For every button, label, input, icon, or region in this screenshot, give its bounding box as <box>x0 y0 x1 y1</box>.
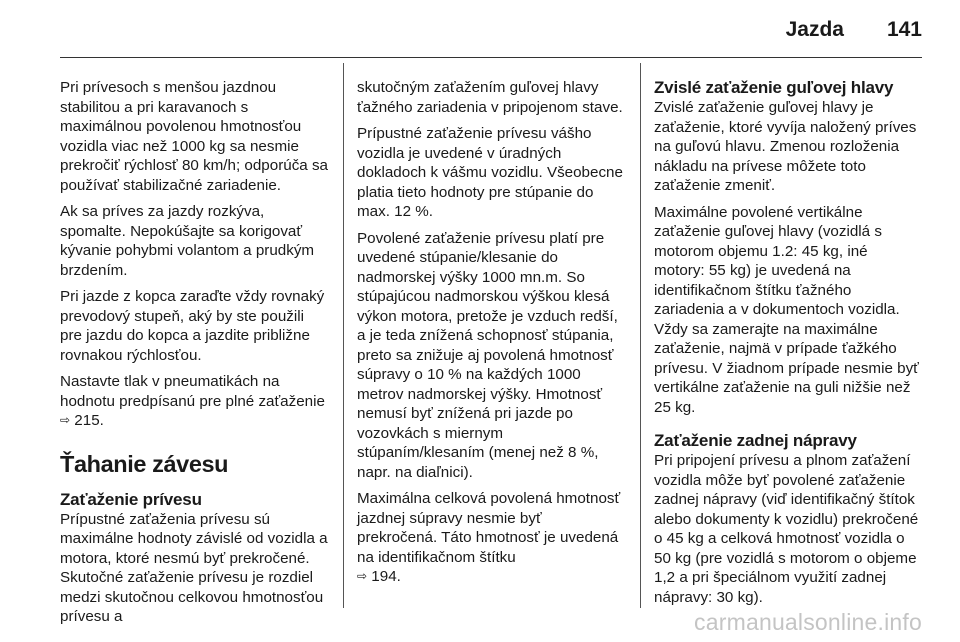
paragraph-vertical-load: Zvislé zaťaženie guľovej hlavy je zaťaženie, ktoré vyvíja naložený príves na guľovú hlavu. Zmenou rozloženia nákladu na prívese môžete toto zaťaženie zmeniť. <box>654 99 917 194</box>
paragraph-tire-pressure <box>60 372 328 431</box>
page-reference-arrow-icon: ⇨ <box>60 413 71 427</box>
column-right <box>654 78 922 614</box>
paragraph-downhill: Pri jazde z kopca zaraďte vždy rovnaký prevodový stupeň, aký by ste použili pre jazdu do kopca a jazdite približne rovnakou rýchlosťou. <box>60 288 325 364</box>
heading-vertical-load: Zvislé zaťaženie guľovej hlavy <box>654 78 894 97</box>
paragraph-max-vertical-load: Maximálne povolené vertikálne zaťaženie guľovej hlavy (vozidlá s motorom objemu 1.2: 45 kg, iné motory: 55 kg) je uvedená na identifikačnom štítku ťažného zariadenia a v dokumentoch vozidla. Vždy sa zamerajte na maximálne zaťaženie, najmä v prípade ťažkého prívesu. V žiadnom prípade nesmie byť vertikálne zaťaženie na guli nižšie než 25 kg. <box>654 203 919 416</box>
watermark: carmanualsonline.info <box>694 609 922 635</box>
page-reference-link[interactable]: 215. <box>74 412 104 429</box>
page-number: 141 <box>886 18 922 41</box>
paragraph-trailer-load: Prípustné zaťaženia prívesu sú maximálne hodnoty závislé od vozidla a motora, ktoré nesmú byť prekročené. Skutočné zaťaženie prívesu je rozdiel medzi skutočnou celkovou hmotnosťou prívesu a <box>60 510 328 625</box>
column-middle <box>357 78 625 594</box>
paragraph-altitude: Povolené zaťaženie prívesu platí pre uvedené stúpanie/klesanie do nadmorskej výšky 1000 mn.m. So stúpajúcou nadmorskou výškou klesá výkon motora, pretože je vzduch redší, a je teda znížená schopnosť stúpania, preto sa znižuje aj povolená hmotnosť súpravy o 10 % na každých 1000 metrov nadmorskej výšky. Hmotnosť nemusí byť znížená pri jazde po vozovkách s miernym stúpaním/klesaním (menej než 8 %, napr. na diaľnici). <box>357 229 618 481</box>
tire-pressure-text: Nastavte tlak v pneumatikách na hodnotu predpísanú pre plné zaťaženie <box>60 373 325 410</box>
paragraph-permitted-load: Prípustné zaťaženie prívesu vášho vozidla je uvedené v úradných dokladoch k vášmu vozidlu. Všeobecne platia tieto hodnoty pre stúpanie do max. 12 %. <box>357 125 623 220</box>
heading-towing: Ťahanie závesu <box>60 450 229 477</box>
heading-rear-axle-load: Zaťaženie zadnej nápravy <box>654 431 857 450</box>
paragraph-trailer-load-cont: skutočným zaťažením guľovej hlavy ťažného zariadenia v pripojenom stave. <box>357 79 623 116</box>
page-reference-arrow-icon: ⇨ <box>357 569 368 583</box>
column-divider-right <box>640 63 641 608</box>
section-title: Jazda <box>785 18 844 41</box>
header-rule <box>60 57 922 58</box>
column-divider-left <box>343 63 344 608</box>
page-reference-link[interactable]: 194. <box>371 568 401 585</box>
paragraph-max-gross-weight <box>357 489 625 587</box>
paragraph-rear-axle-load: Pri pripojení prívesu a plnom zaťažení vozidla môže byť povolené zaťaženie zadnej nápravy (viď identifikačný štítok alebo dokumenty k vozidlu) prekročené o 45 kg a celková hmotnosť vozidla o 50 kg (pre vozidlá s motorom o objeme 1,2 a pri špeciálnom využití zadnej nápravy: 30 kg). <box>654 452 919 606</box>
page-header <box>0 0 960 60</box>
paragraph-sway: Ak sa príves za jazdy rozkýva, spomalte. Nepokúšajte sa korigovať kývanie pohybmi volantom a prudkým brzdením. <box>60 203 315 279</box>
paragraph-speed-limit: Pri prívesoch s menšou jazdnou stabilitou a pri karavanoch s maximálnou povolenou hmotnosťou vozidla viac než 1000 kg sa nesmie prekročiť rýchlosť 80 km/h; odporúča sa používať stabilizačné zariadenie. <box>60 79 329 194</box>
column-left <box>60 78 328 634</box>
max-gross-weight-text: Maximálna celková povolená hmotnosť jazdnej súpravy nesmie byť prekročená. Táto hmotnosť je uvedená na identifikačnom štítku <box>357 490 621 566</box>
heading-trailer-load: Zaťaženie prívesu <box>60 489 202 509</box>
